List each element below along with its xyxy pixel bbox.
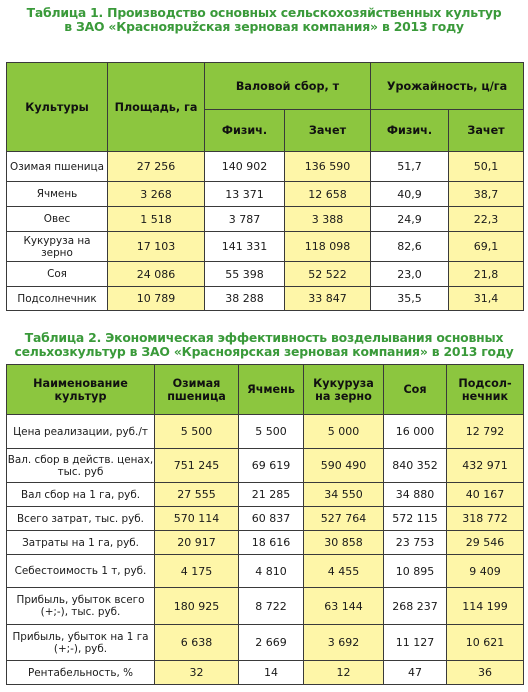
- soy-cell: 840 352: [384, 449, 447, 483]
- corn-cell: 30 858: [304, 531, 384, 555]
- gross-credit-cell: 118 098: [285, 232, 371, 262]
- indicator-label: Прибыль, убыток на 1 га (+;-), руб.: [7, 625, 155, 661]
- production-table: [6, 62, 524, 311]
- soy-cell: 572 115: [384, 507, 447, 531]
- indicator-label: Всего затрат, тыс. руб.: [7, 507, 155, 531]
- corn-cell: 4 455: [304, 555, 384, 588]
- corn-cell: 63 144: [304, 588, 384, 625]
- yield-phys-cell: 35,5: [371, 287, 449, 311]
- wheat-cell: 5 500: [155, 415, 239, 449]
- table2-caption-line1: Таблица 2. Экономическая эффективность возделывания основных: [24, 330, 504, 345]
- wheat-cell: 27 555: [155, 483, 239, 507]
- barley-cell: 21 285: [239, 483, 304, 507]
- indicator-label: Рентабельность, %: [7, 661, 155, 685]
- table-row: [7, 449, 524, 483]
- sub-yield-phys: Физич.: [371, 110, 449, 152]
- yield-phys-cell: 51,7: [371, 152, 449, 182]
- area-cell: 24 086: [108, 262, 205, 287]
- soy-cell: 23 753: [384, 531, 447, 555]
- corn-cell: 34 550: [304, 483, 384, 507]
- barley-cell: 5 500: [239, 415, 304, 449]
- sub-gross-phys: Физич.: [205, 110, 285, 152]
- crop-cell: Овес: [7, 207, 108, 232]
- crop-cell: Кукуруза на зерно: [7, 232, 108, 262]
- table-row: [7, 152, 524, 182]
- yield-phys-cell: 82,6: [371, 232, 449, 262]
- sunflower-cell: 10 621: [447, 625, 524, 661]
- yield-credit-cell: 21,8: [449, 262, 524, 287]
- yield-credit-cell: 31,4: [449, 287, 524, 311]
- crop-cell: Ячмень: [7, 182, 108, 207]
- indicator-label: Прибыль, убыток всего (+;-), тыс. руб.: [7, 588, 155, 625]
- corn-cell: 527 764: [304, 507, 384, 531]
- yield-credit-cell: 22,3: [449, 207, 524, 232]
- gross-phys-cell: 55 398: [205, 262, 285, 287]
- table-row: [7, 232, 524, 262]
- gross-phys-cell: 38 288: [205, 287, 285, 311]
- table-row: [7, 262, 524, 287]
- table-row: [7, 415, 524, 449]
- table1-caption: [0, 6, 528, 34]
- barley-cell: 69 619: [239, 449, 304, 483]
- indicator-label: Вал сбор на 1 га, руб.: [7, 483, 155, 507]
- area-cell: 27 256: [108, 152, 205, 182]
- crop-cell: Подсолнечник: [7, 287, 108, 311]
- wheat-cell: 20 917: [155, 531, 239, 555]
- barley-cell: 8 722: [239, 588, 304, 625]
- table-row: [7, 287, 524, 311]
- sunflower-cell: 9 409: [447, 555, 524, 588]
- sunflower-cell: 432 971: [447, 449, 524, 483]
- soy-cell: 47: [384, 661, 447, 685]
- soy-cell: 268 237: [384, 588, 447, 625]
- table-row: [7, 483, 524, 507]
- sunflower-cell: 40 167: [447, 483, 524, 507]
- indicator-label: Себестоимость 1 т, руб.: [7, 555, 155, 588]
- wheat-cell: 4 175: [155, 555, 239, 588]
- table1-caption-line2: в ЗАО «Красноярužская зерновая компания» в 2013 году: [64, 19, 464, 34]
- gross-credit-cell: 52 522: [285, 262, 371, 287]
- corn-cell: 12: [304, 661, 384, 685]
- gross-phys-cell: 140 902: [205, 152, 285, 182]
- sunflower-cell: 114 199: [447, 588, 524, 625]
- area-cell: 10 789: [108, 287, 205, 311]
- soy-cell: 11 127: [384, 625, 447, 661]
- table-row: [7, 507, 524, 531]
- table-row: [7, 182, 524, 207]
- gross-credit-cell: 3 388: [285, 207, 371, 232]
- col-sunflower-header: Подсол-нечник: [447, 365, 524, 415]
- soy-cell: 34 880: [384, 483, 447, 507]
- yield-phys-cell: 23,0: [371, 262, 449, 287]
- corn-cell: 590 490: [304, 449, 384, 483]
- wheat-cell: 6 638: [155, 625, 239, 661]
- barley-cell: 60 837: [239, 507, 304, 531]
- table-row: [7, 661, 524, 685]
- yield-credit-cell: 50,1: [449, 152, 524, 182]
- yield-credit-cell: 69,1: [449, 232, 524, 262]
- table2-caption: [0, 331, 528, 359]
- col-name-header: Наименование культур: [7, 365, 155, 415]
- yield-credit-cell: 38,7: [449, 182, 524, 207]
- area-cell: 1 518: [108, 207, 205, 232]
- yield-phys-cell: 24,9: [371, 207, 449, 232]
- yield-phys-cell: 40,9: [371, 182, 449, 207]
- crop-cell: Озимая пшеница: [7, 152, 108, 182]
- col-soy-header: Соя: [384, 365, 447, 415]
- wheat-cell: 570 114: [155, 507, 239, 531]
- table2-caption-line2: сельхозкультур в ЗАО «Красноярская зерновая компания» в 2013 году: [14, 344, 514, 359]
- corn-cell: 3 692: [304, 625, 384, 661]
- sub-yield-credit: Зачет: [449, 110, 524, 152]
- sub-gross-credit: Зачет: [285, 110, 371, 152]
- indicator-label: Затраты на 1 га, руб.: [7, 531, 155, 555]
- sunflower-cell: 36: [447, 661, 524, 685]
- corn-cell: 5 000: [304, 415, 384, 449]
- barley-cell: 14: [239, 661, 304, 685]
- barley-cell: 4 810: [239, 555, 304, 588]
- indicator-label: Цена реализации, руб./т: [7, 415, 155, 449]
- gross-phys-cell: 3 787: [205, 207, 285, 232]
- sunflower-cell: 318 772: [447, 507, 524, 531]
- col-gross-header: Валовой сбор, т: [205, 63, 371, 110]
- crop-cell: Соя: [7, 262, 108, 287]
- table-row: [7, 588, 524, 625]
- soy-cell: 16 000: [384, 415, 447, 449]
- efficiency-table: [6, 364, 524, 685]
- col-wheat-header: Озимая пшеница: [155, 365, 239, 415]
- gross-phys-cell: 13 371: [205, 182, 285, 207]
- wheat-cell: 180 925: [155, 588, 239, 625]
- table1-caption-line1: Таблица 1. Производство основных сельскохозяйственных культур: [26, 5, 502, 20]
- indicator-label: Вал. сбор в действ. ценах, тыс. руб: [7, 449, 155, 483]
- area-cell: 3 268: [108, 182, 205, 207]
- soy-cell: 10 895: [384, 555, 447, 588]
- table-row: [7, 531, 524, 555]
- table-row: [7, 625, 524, 661]
- table-row: [7, 207, 524, 232]
- col-yield-header: Урожайность, ц/га: [371, 63, 524, 110]
- gross-credit-cell: 33 847: [285, 287, 371, 311]
- gross-credit-cell: 136 590: [285, 152, 371, 182]
- col-barley-header: Ячмень: [239, 365, 304, 415]
- barley-cell: 2 669: [239, 625, 304, 661]
- wheat-cell: 751 245: [155, 449, 239, 483]
- table-row: [7, 555, 524, 588]
- gross-phys-cell: 141 331: [205, 232, 285, 262]
- sunflower-cell: 12 792: [447, 415, 524, 449]
- col-crops-header: Культуры: [7, 63, 108, 152]
- barley-cell: 18 616: [239, 531, 304, 555]
- area-cell: 17 103: [108, 232, 205, 262]
- wheat-cell: 32: [155, 661, 239, 685]
- col-area-header: Площадь, га: [108, 63, 205, 152]
- col-corn-header: Кукуруза на зерно: [304, 365, 384, 415]
- sunflower-cell: 29 546: [447, 531, 524, 555]
- gross-credit-cell: 12 658: [285, 182, 371, 207]
